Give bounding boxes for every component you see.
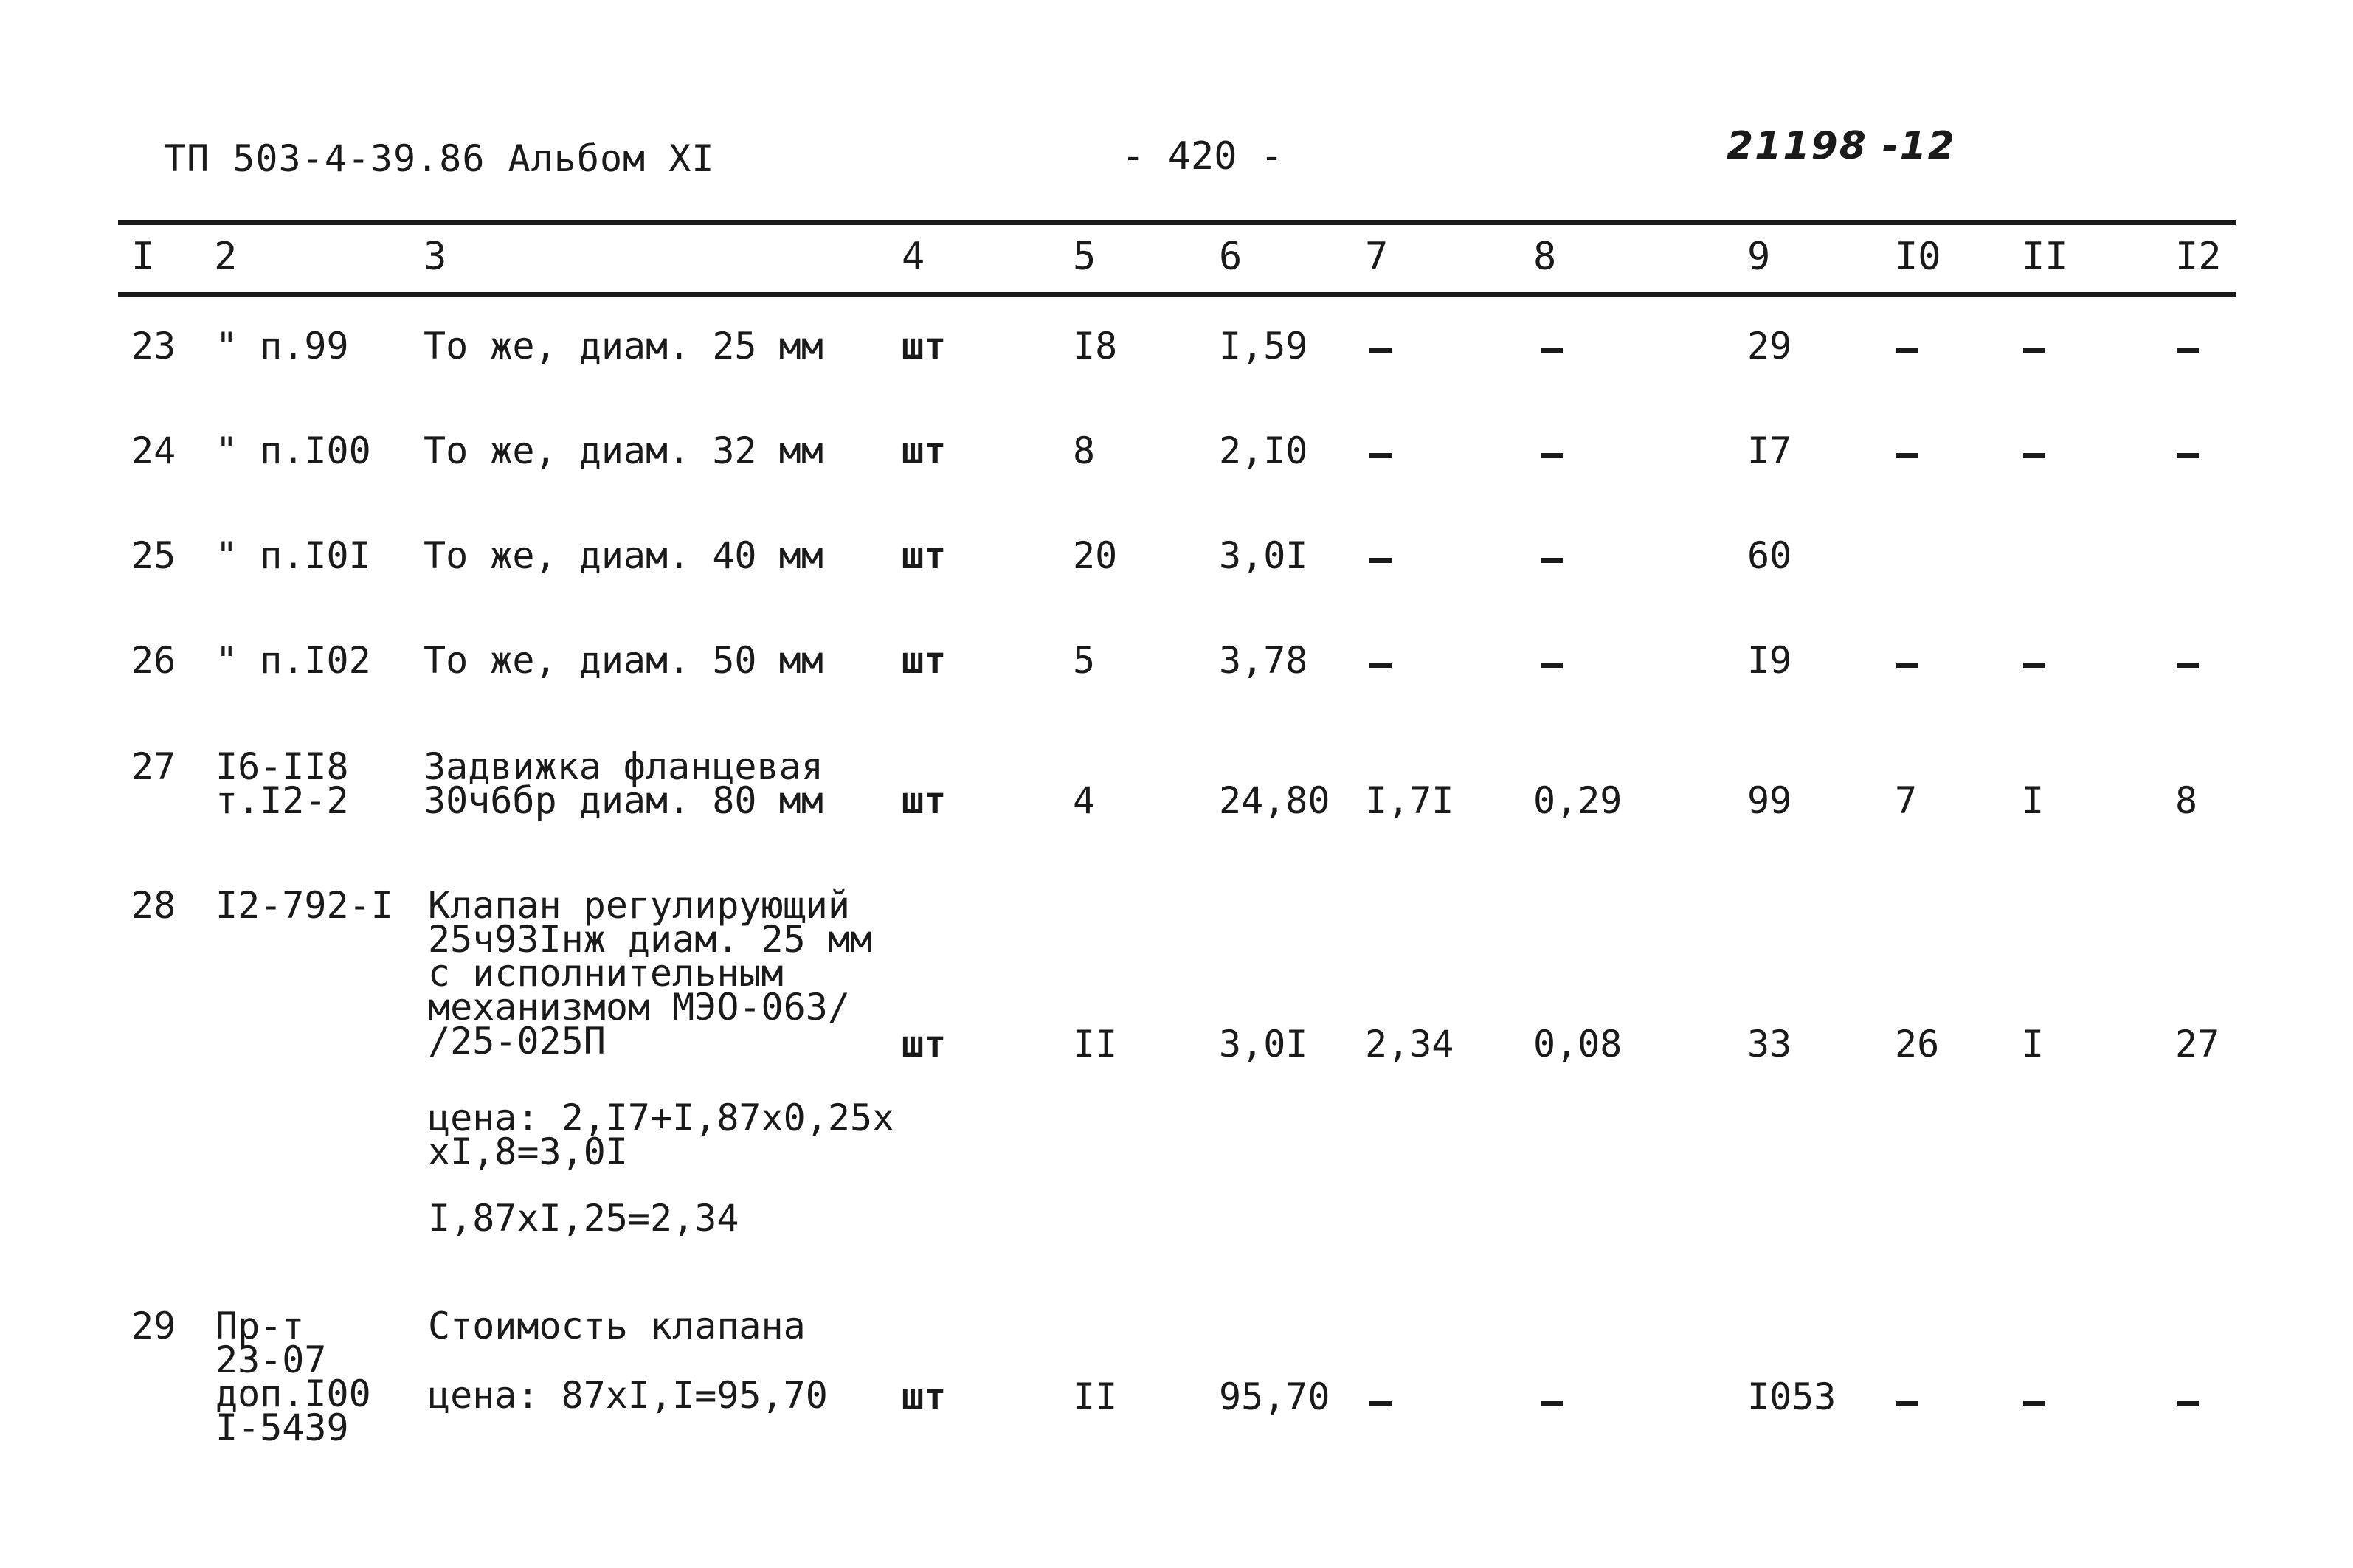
empty-dash bbox=[1541, 348, 1563, 353]
empty-dash bbox=[1369, 558, 1392, 563]
total-cell: 60 bbox=[1747, 534, 1792, 577]
column-header-9: 9 bbox=[1747, 235, 1771, 279]
row-number: 27 bbox=[131, 745, 176, 788]
unit-price-cell: 2,I0 bbox=[1219, 429, 1308, 472]
quantity-cell: 8 bbox=[1073, 429, 1096, 472]
total-cell: 33 bbox=[1747, 1023, 1792, 1066]
reference-cell: " п.I00 bbox=[215, 429, 371, 472]
description-cell: То же, диам. 40 мм bbox=[424, 534, 823, 577]
header-bottom-rule bbox=[118, 292, 2236, 297]
description-cell: То же, диам. 50 мм bbox=[424, 639, 823, 682]
empty-dash bbox=[1541, 558, 1563, 563]
description-cell: То же, диам. 25 мм bbox=[424, 325, 823, 367]
empty-dash bbox=[1896, 348, 1918, 353]
total-cell: I7 bbox=[1747, 429, 1792, 472]
reference-cell: доп.I00 bbox=[215, 1372, 371, 1415]
unit-price-cell: I,59 bbox=[1219, 325, 1308, 367]
column-header-7: 7 bbox=[1365, 235, 1389, 279]
empty-dash bbox=[2023, 1401, 2045, 1406]
quantity-cell: II bbox=[1073, 1023, 1118, 1066]
empty-dash bbox=[2177, 453, 2199, 458]
total-cell: I9 bbox=[1747, 639, 1792, 682]
reference-cell: " п.I0I bbox=[215, 534, 371, 577]
machine-cost-cell: 0,29 bbox=[1533, 779, 1623, 822]
column-header-12: I2 bbox=[2175, 235, 2222, 279]
unit-price-cell: 3,0I bbox=[1219, 534, 1308, 577]
total-cell: 99 bbox=[1747, 779, 1792, 822]
unit-cell: шт bbox=[902, 534, 947, 577]
row-number: 28 bbox=[131, 884, 176, 927]
row-number: 23 bbox=[131, 325, 176, 367]
empty-dash bbox=[1896, 453, 1918, 458]
col12-cell: 27 bbox=[2175, 1023, 2220, 1066]
calculation-note: I,87xI,25=2,34 bbox=[428, 1197, 739, 1240]
table-top-rule bbox=[118, 220, 2236, 225]
row-number: 26 bbox=[131, 639, 176, 682]
price-formula: цена: 2,I7+I,87x0,25x bbox=[428, 1096, 895, 1139]
description-cell: Задвижка фланцевая bbox=[424, 745, 823, 788]
unit-cell: шт bbox=[902, 1023, 947, 1066]
description-cell: механизмом МЭО-063/ bbox=[428, 986, 850, 1029]
column-header-4: 4 bbox=[902, 235, 925, 279]
unit-cell: шт bbox=[902, 779, 947, 822]
total-cell: I053 bbox=[1747, 1375, 1837, 1418]
machine-cost-cell: 0,08 bbox=[1533, 1023, 1623, 1066]
reference-cell: I6-II8 bbox=[215, 745, 349, 788]
quantity-cell: 4 bbox=[1073, 779, 1096, 822]
description-cell: Клапан регулирующий bbox=[428, 884, 850, 927]
empty-dash bbox=[1541, 453, 1563, 458]
description-cell: Стоимость клапана bbox=[428, 1305, 806, 1347]
unit-price-cell: 3,78 bbox=[1219, 639, 1308, 682]
empty-dash bbox=[1369, 1401, 1392, 1406]
column-header-10: I0 bbox=[1895, 235, 1941, 279]
empty-dash bbox=[1896, 663, 1918, 668]
quantity-cell: II bbox=[1073, 1375, 1118, 1418]
reference-cell: " п.99 bbox=[215, 325, 349, 367]
reference-cell: I-5439 bbox=[215, 1406, 349, 1449]
column-header-5: 5 bbox=[1073, 235, 1096, 279]
reference-cell: Пр-т bbox=[215, 1305, 305, 1347]
reference-cell: 23-07 bbox=[215, 1339, 327, 1381]
labor-cost-cell: 2,34 bbox=[1365, 1023, 1454, 1066]
total-cell: 29 bbox=[1747, 325, 1792, 367]
col12-cell: 8 bbox=[2175, 779, 2198, 822]
column-header-8: 8 bbox=[1533, 235, 1557, 279]
empty-dash bbox=[1369, 663, 1392, 668]
unit-price-cell: 95,70 bbox=[1219, 1375, 1330, 1418]
row-number: 29 bbox=[131, 1305, 176, 1347]
empty-dash bbox=[2023, 348, 2045, 353]
description-cell: с исполнительным bbox=[428, 952, 784, 995]
reference-cell: " п.I02 bbox=[215, 639, 371, 682]
col11-cell: I bbox=[2022, 1023, 2045, 1066]
empty-dash bbox=[2177, 663, 2199, 668]
description-cell: То же, диам. 32 мм bbox=[424, 429, 823, 472]
row-number: 25 bbox=[131, 534, 176, 577]
price-formula: цена: 87xI,I=95,70 bbox=[428, 1374, 828, 1417]
description-cell: 25ч93Iнж диам. 25 мм bbox=[428, 918, 873, 961]
col10-cell: 7 bbox=[1895, 779, 1918, 822]
empty-dash bbox=[1541, 1401, 1563, 1406]
column-header-2: 2 bbox=[214, 235, 238, 279]
unit-price-cell: 24,80 bbox=[1219, 779, 1330, 822]
quantity-cell: I8 bbox=[1073, 325, 1118, 367]
sheet-code: 21198 -12 bbox=[1727, 124, 1956, 168]
document-reference: ТП 503-4-39.86 Альбом XI bbox=[164, 137, 715, 180]
column-header-6: 6 bbox=[1219, 235, 1243, 279]
column-header-1: I bbox=[131, 235, 155, 279]
empty-dash bbox=[1541, 663, 1563, 668]
empty-dash bbox=[2177, 1401, 2199, 1406]
description-cell: 30ч6бр диам. 80 мм bbox=[424, 779, 823, 822]
unit-price-cell: 3,0I bbox=[1219, 1023, 1308, 1066]
empty-dash bbox=[2177, 348, 2199, 353]
empty-dash bbox=[2023, 663, 2045, 668]
col10-cell: 26 bbox=[1895, 1023, 1940, 1066]
column-header-3: 3 bbox=[424, 235, 447, 279]
empty-dash bbox=[2023, 453, 2045, 458]
column-header-11: II bbox=[2022, 235, 2068, 279]
unit-cell: шт bbox=[902, 1375, 947, 1418]
quantity-cell: 20 bbox=[1073, 534, 1118, 577]
col11-cell: I bbox=[2022, 779, 2045, 822]
empty-dash bbox=[1369, 453, 1392, 458]
row-number: 24 bbox=[131, 429, 176, 472]
unit-cell: шт bbox=[902, 325, 947, 367]
empty-dash bbox=[1896, 1401, 1918, 1406]
unit-cell: шт bbox=[902, 429, 947, 472]
reference-cell: I2-792-I bbox=[215, 884, 393, 927]
empty-dash bbox=[1369, 348, 1392, 353]
page-number: - 420 - bbox=[1122, 134, 1284, 179]
price-formula: xI,8=3,0I bbox=[428, 1130, 628, 1173]
description-cell: /25-025П bbox=[428, 1020, 606, 1063]
reference-cell: т.I2-2 bbox=[215, 779, 349, 822]
labor-cost-cell: I,7I bbox=[1365, 779, 1454, 822]
quantity-cell: 5 bbox=[1073, 639, 1096, 682]
unit-cell: шт bbox=[902, 639, 947, 682]
